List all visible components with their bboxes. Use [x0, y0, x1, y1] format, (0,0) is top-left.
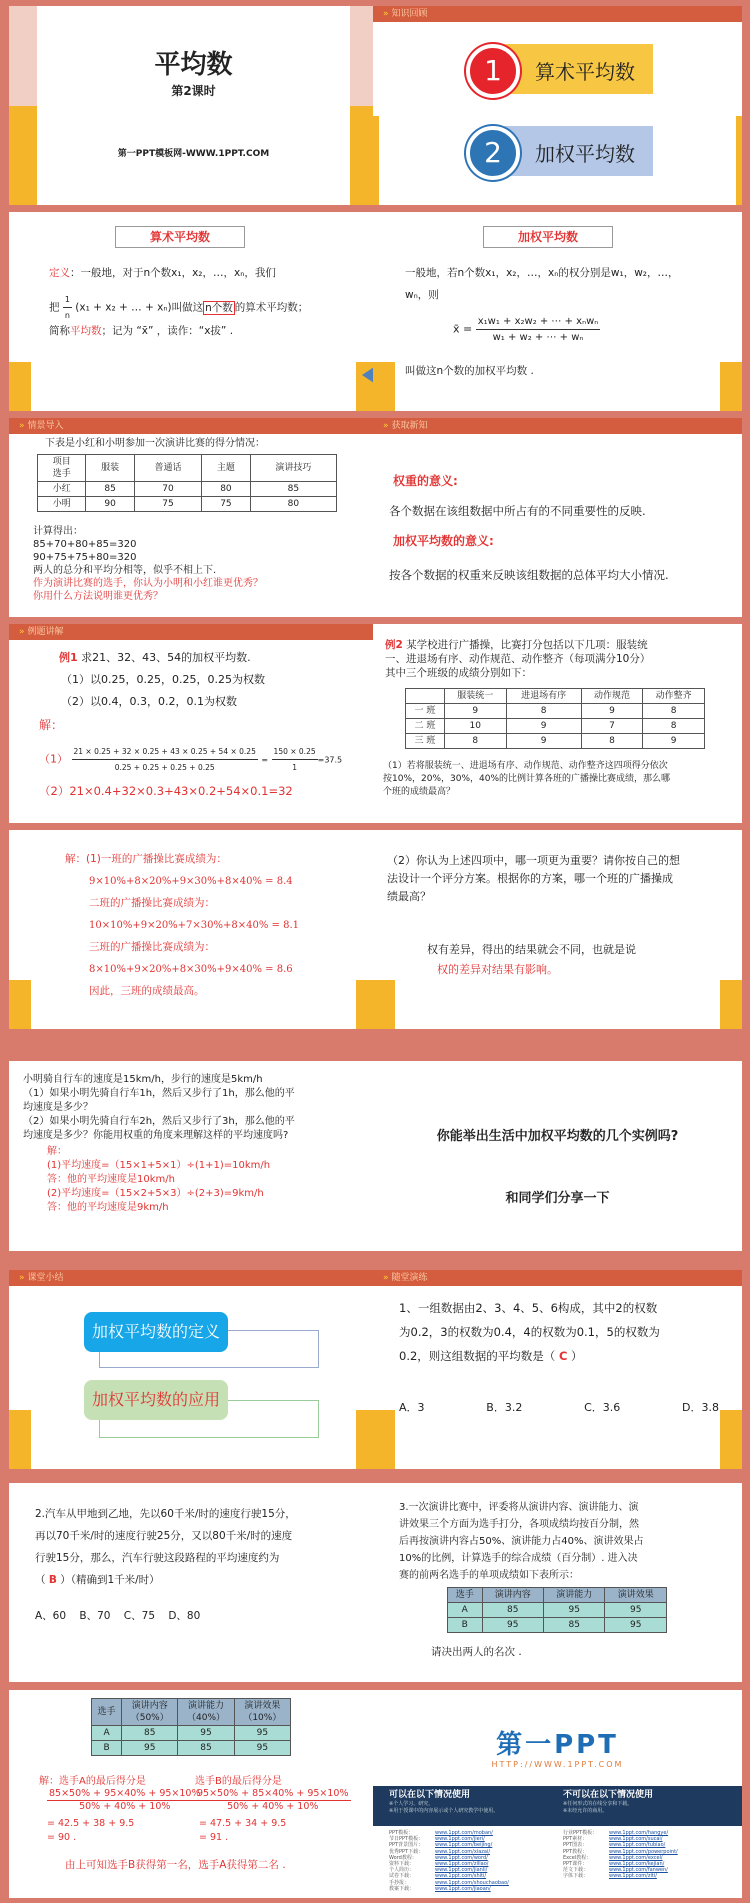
- slide-arith-mean: [9, 212, 378, 411]
- score-table: [37, 454, 337, 512]
- solution-line: 答：他的平均速度是9km/h: [47, 1202, 169, 1213]
- link-label: PPT图表：: [563, 1842, 588, 1849]
- slide-practice-3: [373, 1483, 742, 1682]
- link-list-left: [389, 1830, 559, 1892]
- table-cell: 9: [506, 719, 581, 734]
- solution-step-b: = 91 .: [199, 1832, 229, 1843]
- paragraph: 各个数据在该组数据中所占有的不同重要性的反映.: [389, 504, 646, 518]
- table-cell: 95: [605, 1603, 667, 1618]
- calc-text: 两人的总分和平均分相等，似乎不相上下.: [33, 565, 217, 576]
- solution-line: 因此，三班的成绩最高。: [89, 985, 205, 997]
- table-header-row: [406, 689, 705, 704]
- text-line: wₙ，则: [405, 289, 439, 301]
- question-line: 请决出两人的名次 .: [431, 1646, 522, 1658]
- weighted-formula: x̄ = $\frac{\text{x₁w₁ + x₂w₂ + ⋯ + xₙwₙ}}{\text{w₁ + w₂ + ⋯ + wₙ}}$: [453, 316, 599, 343]
- chevron-icon: »: [383, 1273, 389, 1283]
- table-cell: B: [92, 1741, 122, 1756]
- link-label: 试卷下载：: [389, 1873, 415, 1880]
- question-line: 讲效果三个方面为选手打分，各项成绩均按百分制，然: [399, 1519, 639, 1530]
- contestant-weight-table: [91, 1698, 291, 1756]
- link-label: Excel教程：: [563, 1854, 592, 1861]
- number-badge-2: 2: [466, 126, 520, 180]
- solution-line: 8×10%+9×20%+8×30%+9×40% = 8.6: [89, 964, 293, 975]
- table-cell: 85: [178, 1741, 234, 1756]
- class-score-table: [405, 688, 705, 749]
- link-url[interactable]: www.1ppt.com/fanwen/: [609, 1867, 668, 1874]
- link-url[interactable]: www.1ppt.com/sucai/: [609, 1836, 663, 1843]
- options-row: A、60 B、70 C、75 D、80: [35, 1610, 201, 1622]
- solution-line: 三班的广播操比赛成绩为：: [89, 941, 215, 953]
- question-line: 1、一组数据由2、3、4、5、6构成，其中2的权数: [399, 1301, 658, 1315]
- option-item: B．3.2: [486, 1401, 523, 1414]
- chevron-icon: »: [19, 421, 25, 431]
- link-label: 节日PPT模板：: [389, 1836, 424, 1843]
- definition-line-2: 把 $\frac{1}{n}$ (x₁ + x₂ + … + xₙ)叫做这 n个数 的算术平均数；: [49, 292, 308, 323]
- table-cell: 75: [202, 497, 250, 512]
- table-header-row: [448, 1588, 667, 1603]
- answer-line: 权有差异，得出的结果就会不同，也就是说: [427, 943, 636, 956]
- table-cell: 三 班: [406, 734, 445, 749]
- link-row: [563, 1873, 733, 1879]
- condition-1: （1）以0.25，0.25，0.25，0.25为权数: [61, 673, 265, 686]
- link-url[interactable]: www.1ppt.com/jiaoan/: [435, 1885, 491, 1892]
- link-label: Word教程：: [389, 1854, 417, 1861]
- link-url[interactable]: www.1ppt.com/word/: [435, 1854, 488, 1861]
- chevron-icon: »: [19, 627, 25, 637]
- problem-line: 均速度是多少？你能用权重的角度来理解这样的平均速度吗?: [23, 1130, 289, 1141]
- heading: 加权平均数的意义:: [393, 534, 494, 548]
- table-header-row: [38, 455, 337, 482]
- chevron-icon: »: [19, 1273, 25, 1283]
- paragraph: 按各个数据的权重来反映该组数据的总体平均大小情况.: [389, 568, 669, 582]
- link-url[interactable]: www.1ppt.com/excel/: [609, 1854, 663, 1861]
- section-bar: » 课堂小结: [9, 1270, 378, 1286]
- forbidden-heading: 不可以在以下情况使用: [563, 1790, 654, 1800]
- link-url[interactable]: www.1ppt.com/ziliao/: [435, 1861, 489, 1868]
- table-cell: 85: [122, 1726, 178, 1741]
- brand-url: HTTP://WWW.1PPT.COM: [491, 1760, 624, 1769]
- link-url[interactable]: www.1ppt.com/tubiao/: [609, 1842, 666, 1849]
- slide-practice-2: [9, 1483, 378, 1682]
- solution-heading-b: 选手B的最后得分是: [195, 1776, 282, 1787]
- brand-text: 第一PPT模板网-WWW.1PPT.COM: [117, 149, 270, 159]
- contestant-table: [447, 1587, 667, 1633]
- question-line: （2）你认为上述四项中，哪一项更为重要？请你按自己的想: [387, 854, 680, 867]
- heading-box: 算术平均数: [115, 226, 245, 248]
- table-cell: 选手: [92, 1699, 122, 1726]
- table-row: [92, 1741, 291, 1756]
- table-cell: 演讲能力 （40%）: [178, 1699, 234, 1726]
- link-url[interactable]: www.1ppt.com/xiazai/: [435, 1848, 491, 1855]
- link-url[interactable]: www.1ppt.com/hangye/: [609, 1830, 669, 1836]
- solution-line: (2)平均速度=（15×2+5×3）÷(2+3)=9km/h: [47, 1188, 264, 1199]
- problem-line: 小明骑自行车的速度是15km/h，步行的速度是5km/h: [23, 1074, 263, 1085]
- link-label: 范文下载：: [563, 1867, 589, 1874]
- solution-fraction-b: $\frac{95\times 50\% + 85\times 40\% + 95\times 10\%}{50\% + 40\% + 10\%}$: [197, 1788, 349, 1812]
- link-label: 行业PPT模板：: [563, 1830, 598, 1836]
- table-cell: A: [92, 1726, 122, 1741]
- example-title: 例1 求21、32、43、54的加权平均数.: [59, 651, 251, 664]
- table-cell: 服装: [86, 455, 134, 482]
- solution-step-a: = 90 .: [47, 1832, 77, 1843]
- table-cell: 8: [581, 734, 643, 749]
- table-cell: 95: [122, 1741, 178, 1756]
- allowed-item: ※个人学习、研究。: [389, 1801, 434, 1807]
- question-text: 作为演讲比赛的选手，你认为小明和小红谁更优秀？: [33, 578, 263, 589]
- table-cell: 动作规范: [581, 689, 643, 704]
- table-cell: 进退场有序: [506, 689, 581, 704]
- link-url[interactable]: www.1ppt.com/powerpoint/: [609, 1848, 678, 1855]
- solution-line: 9×10%+8×20%+9×30%+8×40% = 8.4: [89, 876, 293, 887]
- table-row: [406, 704, 705, 719]
- problem-line: 均速度是多少？: [23, 1102, 93, 1113]
- section-bar: » 情景导入: [9, 418, 378, 434]
- item-label-1: 算术平均数: [535, 60, 635, 84]
- slide-summary: [9, 1270, 378, 1469]
- link-label: 手抄报：: [389, 1879, 410, 1886]
- yellow-block: [373, 1410, 395, 1469]
- link-label: 优秀PPT下载：: [389, 1848, 424, 1855]
- link-url[interactable]: www.1ppt.com/moban/: [435, 1830, 493, 1836]
- answer-2: （2）21×0.4+32×0.3+43×0.2+54×0.1=32: [39, 784, 293, 798]
- question-line: 一、进退场有序、动作规范、动作整齐（每项满分10分）: [385, 653, 651, 665]
- brand-logo: 第一PPT: [496, 1730, 619, 1760]
- question-line: （ B ）（精确到1千米/时）: [35, 1574, 160, 1586]
- table-cell: 演讲内容 （50%）: [122, 1699, 178, 1726]
- question-line: 后再按演讲内容占50%、演讲能力占40%、演讲效果占: [399, 1536, 644, 1547]
- slide-share: [373, 1061, 742, 1251]
- link-url[interactable]: www.1ppt.com/jianli/: [435, 1867, 488, 1874]
- subtitle: 第2课时: [171, 84, 216, 98]
- solution-step-b: = 47.5 + 34 + 9.5: [199, 1818, 287, 1829]
- solution-line: 解：(1)一班的广播操比赛成绩为：: [65, 853, 227, 865]
- table-cell: 80: [250, 497, 336, 512]
- option-item: C．3.6: [584, 1401, 621, 1414]
- yellow-block: [373, 362, 395, 411]
- table-cell: 85: [86, 482, 134, 497]
- problem-line: （1）如果小明先骑自行车1h，然后又步行了1h，那么他的平: [23, 1088, 295, 1099]
- summary-item-definition: 加权平均数的定义: [84, 1312, 228, 1352]
- forbidden-item: ※任何形式的在线分享和下载。: [563, 1801, 633, 1807]
- yellow-block: [720, 980, 742, 1029]
- table-cell: 70: [134, 482, 201, 497]
- table-row: [448, 1618, 667, 1633]
- table-row: [448, 1603, 667, 1618]
- slide-brand: [373, 1690, 742, 1898]
- slide-example-2: [373, 624, 742, 823]
- table-cell: 项目 选手: [38, 455, 86, 482]
- solution-label: 解：: [39, 718, 64, 732]
- summary-item-application: 加权平均数的应用: [84, 1380, 228, 1420]
- yellow-block: [720, 1410, 742, 1469]
- table-cell: A: [448, 1603, 483, 1618]
- question-line: 绩最高？: [387, 890, 431, 903]
- table-cell: 选手: [448, 1588, 483, 1603]
- section-bar: » 知识回顾: [373, 6, 742, 22]
- table-row: [406, 719, 705, 734]
- table-cell: 95: [482, 1618, 543, 1633]
- table-cell: 9: [506, 734, 581, 749]
- table-cell: 95: [234, 1726, 290, 1741]
- table-row: [38, 497, 337, 512]
- table-cell: 主题: [202, 455, 250, 482]
- question-line: 例2 某学校进行广播操，比赛打分包括以下几项：服装统: [385, 639, 648, 651]
- table-cell: 一 班: [406, 704, 445, 719]
- link-list-right: [563, 1830, 733, 1880]
- table-cell: 9: [581, 704, 643, 719]
- table-cell: 10: [444, 719, 506, 734]
- chevron-icon: »: [383, 9, 389, 19]
- answer-line: 权的差异对结果有影响。: [437, 963, 558, 976]
- table-cell: [406, 689, 445, 704]
- question-line: 其中三个班级的成绩分别如下：: [385, 667, 532, 679]
- question-line: 2.汽车从甲地到乙地，先以60千米/时的速度行驶15分，: [35, 1508, 296, 1520]
- table-row: [38, 482, 337, 497]
- question-line: 赛的前两名选手的单项成绩如下表所示：: [399, 1570, 579, 1581]
- table-cell: 演讲效果 （10%）: [234, 1699, 290, 1726]
- solution-line: 二班的广播操比赛成绩为：: [89, 897, 215, 909]
- heading: 权重的意义:: [393, 474, 458, 488]
- solution-line: 10×10%+9×20%+7×30%+8×40% = 8.1: [89, 920, 300, 931]
- table-cell: 95: [234, 1741, 290, 1756]
- link-label: PPT课件：: [563, 1861, 588, 1868]
- solution-fraction-a: $\frac{85\times 50\% + 95\times 40\% + 95\times 10\%}{50\% + 40\% + 10\%}$: [49, 1788, 201, 1812]
- question-line: （1）若将服装统一、进退场有序、动作规范、动作整齐这四项得分依次: [383, 761, 668, 771]
- discussion-question: 你能举出生活中加权平均数的几个实例吗?: [436, 1129, 679, 1144]
- yellow-block: [373, 116, 379, 205]
- link-url[interactable]: www.1ppt.com/shiti/: [435, 1873, 487, 1880]
- table-cell: 9: [643, 734, 705, 749]
- slide-solution-1: [9, 830, 378, 1029]
- table-row: [92, 1726, 291, 1741]
- table-cell: 小红: [38, 482, 86, 497]
- table-cell: 动作整齐: [643, 689, 705, 704]
- table-row: [406, 734, 705, 749]
- question-line: 个班的成绩最高？: [383, 787, 456, 797]
- solution-step-a: = 42.5 + 38 + 9.5: [47, 1818, 135, 1829]
- table-cell: 95: [605, 1618, 667, 1633]
- slide-weighted-mean: [373, 212, 742, 411]
- question-line: 10%的比例，计算选手的综合成绩（百分制）. 进入决: [399, 1553, 638, 1564]
- table-cell: 8: [643, 719, 705, 734]
- section-bar: » 例题讲解: [9, 624, 378, 640]
- table-cell: 80: [202, 482, 250, 497]
- yellow-block: [9, 980, 31, 1029]
- allowed-heading: 可以在以下情况使用: [389, 1790, 471, 1800]
- condition-2: （2）以0.4，0.3，0.2，0.1为权数: [61, 695, 237, 708]
- link-url[interactable]: www.1ppt.com/shouchaobao/: [435, 1879, 509, 1886]
- option-item: A．3: [399, 1401, 425, 1414]
- link-url[interactable]: www.1ppt.com/ziti/: [609, 1873, 657, 1880]
- discussion-prompt: 和同学们分享一下: [505, 1191, 610, 1206]
- table-cell: 9: [444, 704, 506, 719]
- conclusion: 由上可知选手B获得第一名，选手A获得第二名 .: [65, 1859, 286, 1871]
- solution-line: (1)平均速度=（15×1+5×1）÷(1+1)=10km/h: [47, 1160, 271, 1171]
- allowed-item: ※用于授课中的内容展示或个人研究教学中使用。: [389, 1808, 499, 1814]
- text-line: 一般地，若n个数x₁，x₂，…，xₙ的权分别是w₁，w₂，…，: [405, 267, 679, 279]
- table-cell: 8: [506, 704, 581, 719]
- slide-speed-problem: [9, 1061, 378, 1251]
- solution-line: 解：: [47, 1146, 67, 1157]
- table-cell: 95: [178, 1726, 234, 1741]
- yellow-block: [9, 1410, 31, 1469]
- slide-example-1: [9, 624, 378, 823]
- table-cell: 75: [134, 497, 201, 512]
- table-cell: 小明: [38, 497, 86, 512]
- solution-line: 答：他的平均速度是10km/h: [47, 1174, 175, 1185]
- question-line: 为0.2，3的权数为0.4，4的权数为0.1，5的权数为: [399, 1325, 660, 1339]
- heading-box: 加权平均数: [483, 226, 613, 248]
- section-bar: » 随堂演练: [373, 1270, 742, 1286]
- calc-text: 计算得出：: [33, 526, 83, 537]
- table-cell: 演讲内容: [482, 1588, 543, 1603]
- answer-1: （1） $\frac{21 \times 0.25 + 32 \times 0.25 + 43 \times 0.25 + 54 \times 0.25}{0.25 + 0.25 + 0.25 + 0.25}$ = $\frac{150 \times 0.25}{1}$ =37.5: [39, 744, 342, 775]
- link-label: PPT背景图片：: [389, 1842, 424, 1849]
- link-row: [389, 1886, 559, 1892]
- options-row: [399, 1400, 719, 1415]
- page-title: 平均数: [154, 50, 233, 80]
- slide-practice-3-solution: [9, 1690, 378, 1898]
- table-cell: 8: [444, 734, 506, 749]
- text-line: 叫做这n个数的加权平均数 .: [405, 365, 534, 377]
- yellow-block: [9, 362, 31, 411]
- slide-review: [373, 6, 742, 205]
- link-label: 资料下载：: [389, 1861, 415, 1868]
- solution-heading-a: 解：选手A的最后得分是: [39, 1776, 146, 1787]
- table-cell: 演讲技巧: [250, 455, 336, 482]
- yellow-block: [373, 980, 395, 1029]
- link-label: PPT素材：: [563, 1836, 588, 1843]
- link-label: 教案下载：: [389, 1885, 415, 1892]
- definition-line-1: 定义：一般地，对于n个数x₁，x₂，…，xₙ，我们: [49, 267, 276, 279]
- table-cell: 普通话: [134, 455, 201, 482]
- table-cell: 85: [543, 1618, 604, 1633]
- number-badge-1: 1: [466, 44, 520, 98]
- usage-banner: [373, 1786, 742, 1826]
- table-header-row: [92, 1699, 291, 1726]
- link-label: 字体下载：: [563, 1873, 589, 1880]
- link-label: 个人简历：: [389, 1867, 415, 1874]
- question-line: 法设计一个评分方案。根据你的方案，哪一个班的广播操成: [387, 872, 673, 885]
- question-line: 按10%，20%，30%，40%的比例计算各班的广播操比赛成绩，那么哪: [383, 774, 671, 784]
- question-line: 再以70千米/时的速度行驶25分，又以80千米/时的速度: [35, 1530, 293, 1542]
- calc-text: 90+75+75+80=320: [33, 552, 137, 563]
- table-cell: 二 班: [406, 719, 445, 734]
- table-cell: 90: [86, 497, 134, 512]
- question-line: 行驶15分，那么，汽车行驶这段路程的平均速度约为: [35, 1552, 280, 1564]
- section-bar: » 获取新知: [373, 418, 742, 434]
- table-cell: 演讲能力: [543, 1588, 604, 1603]
- question-line: 0.2，则这组数据的平均数是（ C ）: [399, 1349, 583, 1363]
- link-label: PPT教程：: [563, 1848, 588, 1855]
- table-cell: 95: [543, 1603, 604, 1618]
- table-cell: 服装统一: [444, 689, 506, 704]
- forbidden-item: ※未经允许的商用。: [563, 1808, 608, 1814]
- table-cell: 演讲效果: [605, 1588, 667, 1603]
- slide-title: [9, 6, 378, 205]
- problem-line: （2）如果小明先骑自行车2h，然后又步行了3h，那么他的平: [23, 1116, 295, 1127]
- table-cell: B: [448, 1618, 483, 1633]
- option-item: D．3.8: [682, 1401, 719, 1414]
- yellow-block: [736, 116, 742, 205]
- table-cell: 85: [250, 482, 336, 497]
- question-line: 3.一次演讲比赛中，评委将从演讲内容、演讲能力、演: [399, 1502, 639, 1513]
- chevron-icon: »: [383, 421, 389, 431]
- slide-practice-1: [373, 1270, 742, 1469]
- link-url[interactable]: www.1ppt.com/jieri/: [435, 1836, 485, 1843]
- slide-question-2: [373, 830, 742, 1029]
- table-cell: 8: [643, 704, 705, 719]
- table-cell: 7: [581, 719, 643, 734]
- link-url[interactable]: www.1ppt.com/beijing/: [435, 1842, 493, 1849]
- link-url[interactable]: www.1ppt.com/kejian/: [609, 1861, 665, 1868]
- question-text: 你用什么方法说明谁更优秀？: [33, 591, 163, 602]
- definition-line-3: 简称平均数；记为 “x̄” ，读作：“x拔” .: [49, 325, 234, 337]
- slide-scenario: [9, 418, 378, 617]
- intro-text: 下表是小红和小明参加一次演讲比赛的得分情况：: [45, 438, 265, 449]
- slide-new-knowledge: [373, 418, 742, 617]
- calc-text: 85+70+80+85=320: [33, 539, 137, 550]
- item-label-2: 加权平均数: [535, 142, 635, 166]
- link-label: PPT模板：: [389, 1830, 414, 1836]
- table-cell: 85: [482, 1603, 543, 1618]
- yellow-block: [720, 362, 742, 411]
